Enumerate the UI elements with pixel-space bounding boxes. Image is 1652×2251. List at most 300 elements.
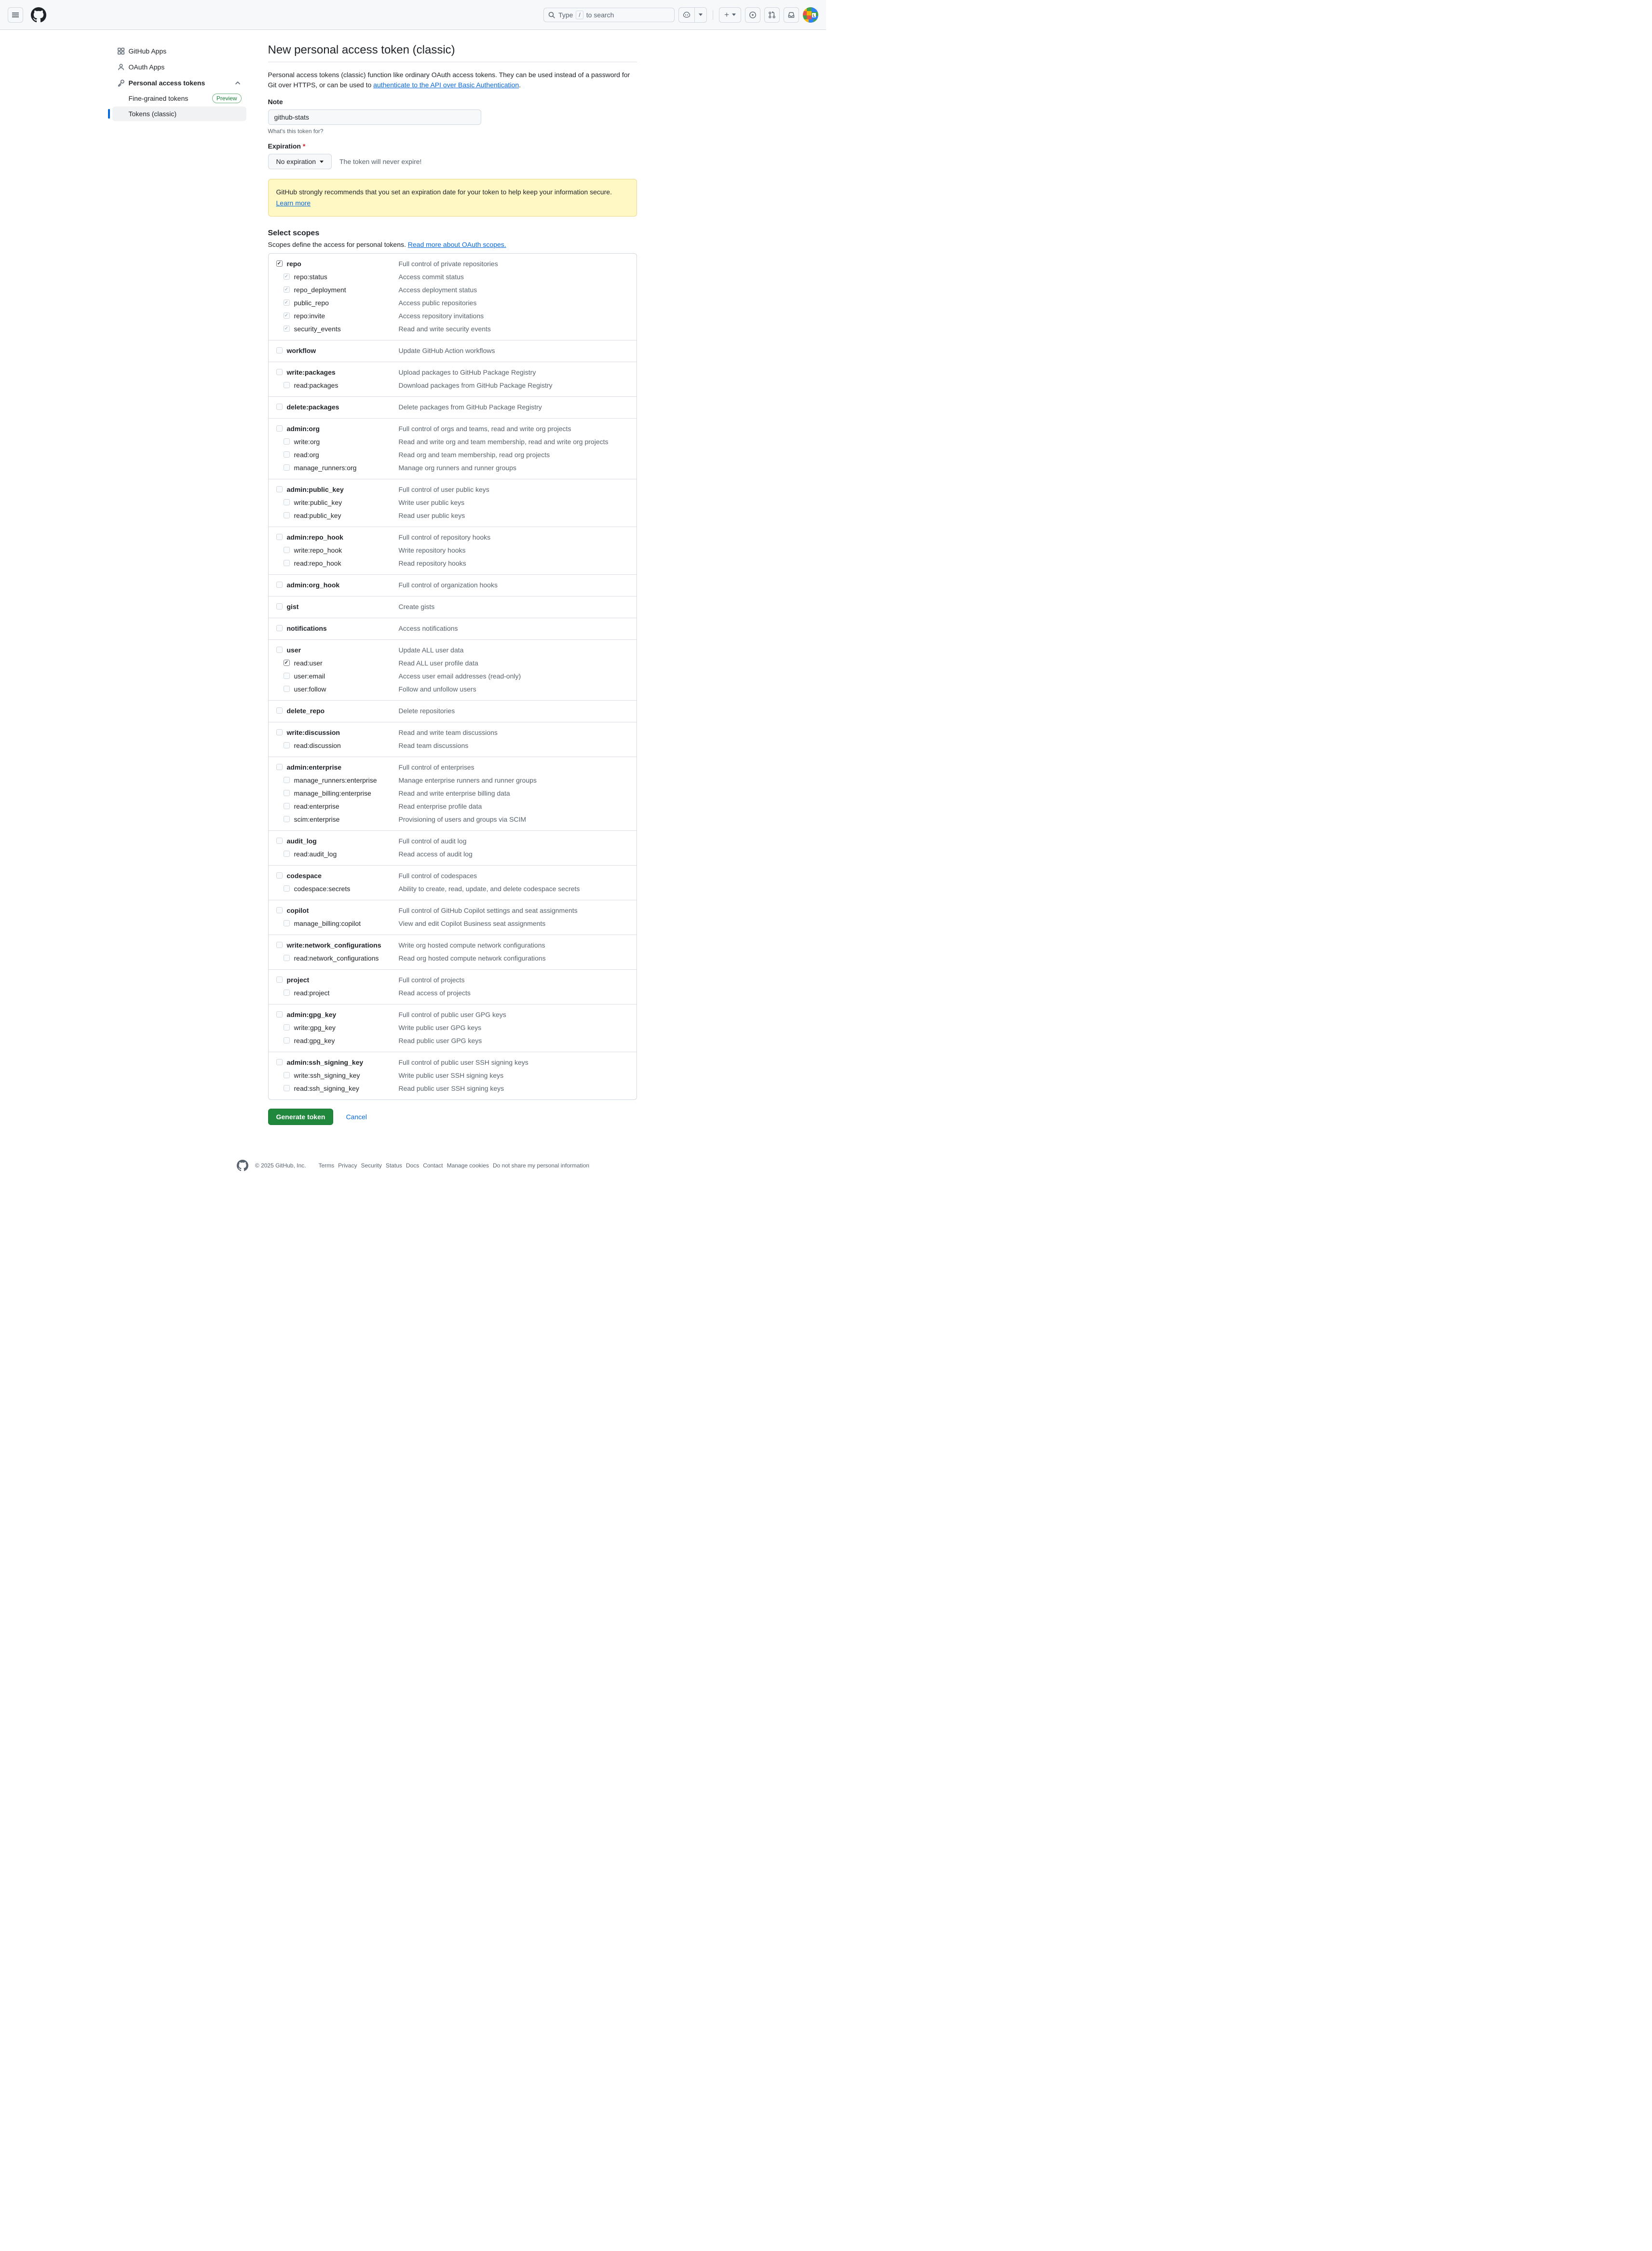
scope-description: Full control of enterprises — [398, 763, 474, 771]
scope-name[interactable]: write:gpg_key — [294, 1024, 336, 1031]
scope-name[interactable]: admin:org — [286, 425, 320, 433]
scope-row-read:user — [276, 658, 629, 668]
scope-name[interactable]: delete_repo — [286, 707, 325, 715]
scope-description: Read access of audit log — [398, 850, 473, 858]
scope-row-repo — [276, 259, 629, 269]
scope-description: Download packages from GitHub Package Registry — [398, 381, 553, 389]
cancel-link[interactable]: Cancel — [346, 1113, 367, 1121]
scope-name[interactable]: write:repo_hook — [294, 546, 342, 554]
scope-name[interactable]: read:user — [294, 659, 323, 667]
copilot-button[interactable] — [679, 8, 694, 22]
scope-description: Read public user GPG keys — [398, 1037, 482, 1044]
scope-description: Full control of orgs and teams, read and write org projects — [398, 425, 571, 433]
scope-row-project — [276, 975, 629, 985]
scope-label-cell — [276, 311, 399, 321]
scope-label-cell — [276, 975, 399, 985]
scope-checkbox-admin:ssh_signing_key[interactable] — [276, 1059, 283, 1065]
scope-name[interactable]: read:ssh_signing_key — [294, 1085, 359, 1092]
scope-checkbox-write:repo_hook[interactable] — [284, 547, 290, 553]
scope-checkbox-delete_repo[interactable] — [276, 707, 283, 714]
scope-checkbox-codespace:secrets[interactable] — [284, 885, 290, 892]
scope-label-cell — [276, 380, 399, 390]
scope-label-cell — [276, 272, 399, 282]
footer-link-manage-cookies[interactable]: Manage cookies — [447, 1162, 489, 1169]
scope-description: Ability to create, read, update, and delete codespace secrets — [398, 885, 580, 893]
scope-description: Follow and unfollow users — [398, 685, 476, 693]
scope-label-cell — [276, 402, 399, 412]
scope-name[interactable]: write:network_configurations — [286, 941, 381, 949]
scope-checkbox-write:ssh_signing_key[interactable] — [284, 1072, 290, 1078]
scope-checkbox-write:network_configurations[interactable] — [276, 942, 283, 948]
scope-label-cell — [276, 624, 399, 633]
scope-checkbox-copilot[interactable] — [276, 907, 283, 913]
scope-row-admin:gpg_key — [276, 1010, 629, 1019]
scope-group-notifications — [269, 618, 636, 639]
scope-row-workflow — [276, 346, 629, 355]
scope-group-copilot — [269, 900, 636, 935]
scope-label-cell — [276, 741, 399, 750]
scope-description: Upload packages to GitHub Package Registry — [398, 368, 536, 376]
scope-description: Read org hosted compute network configurations — [398, 954, 546, 962]
scope-name[interactable]: security_events — [294, 325, 341, 333]
footer-link-do-not-share-my-personal-information[interactable]: Do not share my personal information — [492, 1162, 590, 1169]
scope-checkbox-read:ssh_signing_key[interactable] — [284, 1085, 290, 1091]
scope-name[interactable]: admin:public_key — [286, 486, 344, 493]
scope-description: Read access of projects — [398, 989, 471, 997]
scope-name[interactable]: read:org — [294, 451, 319, 459]
scope-group-admin:enterprise — [269, 757, 636, 830]
inbox-button[interactable] — [784, 7, 799, 23]
scope-checkbox-manage_runners:org[interactable] — [284, 464, 290, 471]
scope-name[interactable]: read:repo_hook — [294, 559, 341, 567]
scope-checkbox-public_repo[interactable]: ✓ — [284, 299, 290, 306]
scope-checkbox-write:packages[interactable] — [276, 369, 283, 375]
footer-link-contact[interactable]: Contact — [423, 1162, 443, 1169]
scope-row-public_repo — [276, 298, 629, 308]
scope-description: Read public user SSH signing keys — [398, 1085, 504, 1092]
scope-description: Full control of public user GPG keys — [398, 1011, 506, 1018]
scope-checkbox-read:network_configurations[interactable] — [284, 955, 290, 961]
generate-token-button[interactable]: Generate token — [268, 1109, 334, 1125]
scope-row-read:network_configurations — [276, 953, 629, 963]
scope-checkbox-read:repo_hook[interactable] — [284, 560, 290, 566]
scope-checkbox-user:email[interactable] — [284, 673, 290, 679]
hamburger-button[interactable] — [8, 7, 23, 23]
scope-description: Manage enterprise runners and runner groups — [398, 776, 537, 784]
scope-checkbox-read:enterprise[interactable] — [284, 803, 290, 809]
github-footer-logo-icon — [237, 1160, 248, 1171]
chevron-up-icon — [234, 79, 242, 87]
sidebar-item-oauth-apps[interactable] — [112, 59, 246, 74]
scope-name[interactable]: write:public_key — [294, 499, 342, 506]
footer-link-docs[interactable]: Docs — [406, 1162, 420, 1169]
scope-name[interactable]: admin:gpg_key — [286, 1011, 337, 1018]
scope-row-manage_billing:copilot — [276, 919, 629, 928]
scope-description: Write org hosted compute network configurations — [398, 941, 545, 949]
scope-checkbox-scim:enterprise[interactable] — [284, 816, 290, 822]
scope-row-read:public_key — [276, 511, 629, 520]
scope-group-audit_log — [269, 830, 636, 865]
scope-checkbox-read:project[interactable] — [284, 990, 290, 996]
scope-name[interactable]: workflow — [286, 347, 316, 354]
inbox-icon — [787, 11, 795, 19]
scope-description: Access commit status — [398, 273, 464, 281]
caret-down-icon — [699, 14, 703, 16]
scope-name[interactable]: read:discussion — [294, 742, 341, 749]
scope-row-admin:repo_hook — [276, 532, 629, 542]
scope-label-cell — [276, 814, 399, 824]
scope-label-cell — [276, 849, 399, 859]
sidebar-item-tokens-classic-[interactable] — [112, 107, 246, 121]
scope-label-cell — [276, 658, 399, 668]
scope-row-write:repo_hook — [276, 545, 629, 555]
scope-name[interactable]: admin:org_hook — [286, 581, 340, 589]
basic-auth-link[interactable]: authenticate to the API over Basic Authentication — [373, 81, 519, 89]
scope-label-cell — [276, 485, 399, 494]
scope-checkbox-write:discussion[interactable] — [276, 729, 283, 735]
sidebar-subitem-label: Fine-grained tokens — [128, 95, 189, 102]
scope-label-cell — [276, 1010, 399, 1019]
scope-name[interactable]: read:project — [294, 989, 330, 997]
apps-grid-icon — [117, 47, 125, 55]
scope-checkbox-write:public_key[interactable] — [284, 499, 290, 505]
scope-label-cell — [276, 532, 399, 542]
svg-text:L: L — [812, 14, 815, 17]
scope-row-read:discussion — [276, 741, 629, 750]
scope-label-cell — [276, 259, 399, 269]
intro-paragraph: Personal access tokens (classic) function like ordinary OAuth access tokens. They can be used instead of a password for Git over HTTPS, or can be used to authenticate to the API over Basic Authentication. — [268, 71, 630, 89]
scope-group-repo — [269, 254, 636, 340]
scope-checkbox-admin:gpg_key[interactable] — [276, 1011, 283, 1017]
scope-row-user — [276, 645, 629, 655]
scope-row-write:gpg_key — [276, 1023, 629, 1032]
scope-description: Full control of audit log — [398, 837, 467, 845]
scope-group-project — [269, 969, 636, 1004]
scope-checkbox-user:follow[interactable] — [284, 686, 290, 692]
note-help-text: What's this token for? — [268, 128, 324, 135]
scope-description: Read user public keys — [398, 512, 465, 519]
scope-row-admin:org — [276, 424, 629, 434]
scope-label-cell — [276, 988, 399, 998]
scope-label-cell — [276, 1023, 399, 1032]
warning-text: GitHub strongly recommends that you set an expiration date for your token to help keep your information secure. — [276, 188, 612, 196]
expiration-warning-banner — [268, 179, 637, 217]
scope-description: Delete repositories — [398, 707, 455, 715]
scope-row-copilot — [276, 906, 629, 915]
footer-link-status[interactable]: Status — [385, 1162, 402, 1169]
scope-description: Read enterprise profile data — [398, 802, 482, 810]
scope-row-write:network_configurations — [276, 940, 629, 950]
footer-links — [314, 1162, 589, 1169]
scope-name[interactable]: scim:enterprise — [294, 815, 340, 823]
scope-row-audit_log — [276, 836, 629, 846]
footer-link-security[interactable]: Security — [361, 1162, 382, 1169]
scope-description: Read org and team membership, read org projects — [398, 451, 550, 459]
sidebar-item-fine-grained-tokens[interactable] — [112, 91, 246, 106]
scope-checkbox-read:gpg_key[interactable] — [284, 1037, 290, 1044]
scope-name[interactable]: repo:status — [294, 273, 327, 281]
scope-row-repo:invite — [276, 311, 629, 321]
copilot-icon — [683, 11, 691, 19]
developer-settings-sidebar — [112, 43, 246, 1125]
scope-checkbox-read:user[interactable]: ✓ — [284, 660, 290, 666]
scope-row-user:follow — [276, 684, 629, 694]
scope-checkbox-codespace[interactable] — [276, 872, 283, 879]
issues-button[interactable] — [745, 7, 760, 23]
scope-row-read:enterprise — [276, 801, 629, 811]
scope-row-manage_billing:enterprise — [276, 788, 629, 798]
scope-checkbox-read:public_key[interactable] — [284, 512, 290, 518]
scope-row-delete:packages — [276, 402, 629, 412]
note-input[interactable] — [268, 109, 481, 125]
intro-text: Personal access tokens (classic) function like ordinary OAuth access tokens. They can be used instead of a password for Git over HTTPS, or can be used to — [268, 71, 630, 89]
scope-description: Read ALL user profile data — [398, 659, 478, 667]
scope-checkbox-admin:org[interactable] — [276, 425, 283, 432]
scope-name[interactable]: read:enterprise — [294, 802, 339, 810]
scope-label-cell — [276, 940, 399, 950]
scope-checkbox-admin:repo_hook[interactable] — [276, 534, 283, 540]
scope-label-cell — [276, 801, 399, 811]
scope-group-write:discussion — [269, 722, 636, 757]
scope-name[interactable]: read:public_key — [294, 512, 341, 519]
scope-description: Access deployment status — [398, 286, 477, 294]
scope-description: Access repository invitations — [398, 312, 484, 320]
scope-label-cell — [276, 1071, 399, 1080]
scope-checkbox-manage_billing:enterprise[interactable] — [284, 790, 290, 796]
scope-checkbox-repo[interactable]: ✓ — [276, 260, 283, 267]
scope-name[interactable]: codespace:secrets — [294, 885, 351, 893]
scope-name[interactable]: repo_deployment — [294, 286, 346, 294]
scope-checkbox-read:discussion[interactable] — [284, 742, 290, 748]
scope-description: Write user public keys — [398, 499, 465, 506]
copilot-menu — [678, 7, 707, 23]
scope-name[interactable]: repo:invite — [294, 312, 325, 320]
scope-label-cell — [276, 463, 399, 473]
scope-name[interactable]: read:gpg_key — [294, 1037, 335, 1044]
scope-name[interactable]: read:packages — [294, 381, 339, 389]
scope-description: Write public user SSH signing keys — [398, 1071, 504, 1079]
scope-row-scim:enterprise — [276, 814, 629, 824]
create-new-button[interactable] — [719, 7, 741, 23]
scope-checkbox-manage_billing:copilot[interactable] — [284, 920, 290, 926]
scope-checkbox-read:audit_log[interactable] — [284, 851, 290, 857]
scope-name[interactable]: delete:packages — [286, 403, 339, 411]
scope-label-cell — [276, 953, 399, 963]
scope-name[interactable]: manage_billing:enterprise — [294, 789, 371, 797]
footer-link-terms[interactable]: Terms — [318, 1162, 335, 1169]
scope-description: Delete packages from GitHub Package Registry — [398, 403, 542, 411]
scope-description: Read and write org and team membership, read and write org projects — [398, 438, 609, 446]
scope-group-codespace — [269, 865, 636, 900]
scope-checkbox-project[interactable] — [276, 976, 283, 983]
scope-row-admin:org_hook — [276, 580, 629, 590]
scope-group-admin:repo_hook — [269, 527, 636, 574]
scope-description: View and edit Copilot Business seat assignments — [398, 920, 546, 927]
page-title: New personal access token (classic) — [268, 43, 637, 62]
scope-checkbox-repo_deployment[interactable]: ✓ — [284, 286, 290, 293]
scope-name[interactable]: write:org — [294, 438, 320, 446]
avatar[interactable] — [803, 7, 818, 23]
scope-checkbox-admin:public_key[interactable] — [276, 486, 283, 492]
scope-name[interactable]: write:discussion — [286, 729, 340, 736]
scope-description: Full control of private repositories — [398, 260, 498, 268]
scope-checkbox-workflow[interactable] — [276, 347, 283, 353]
scope-label-cell — [276, 580, 399, 590]
scope-checkbox-notifications[interactable] — [276, 625, 283, 631]
scope-group-delete:packages — [269, 396, 636, 418]
caret-down-icon — [320, 161, 324, 163]
copilot-dropdown-button[interactable] — [694, 8, 706, 22]
scope-description: Read and write enterprise billing data — [398, 789, 510, 797]
scope-description: Read and write team discussions — [398, 729, 498, 736]
footer-link-privacy[interactable]: Privacy — [338, 1162, 357, 1169]
scope-label-cell — [276, 545, 399, 555]
scope-name[interactable]: admin:ssh_signing_key — [286, 1058, 364, 1066]
scope-row-write:ssh_signing_key — [276, 1071, 629, 1080]
search-placeholder-suffix: to search — [586, 11, 614, 19]
sidebar-item-personal-access-tokens[interactable] — [112, 75, 246, 90]
scope-description: Create gists — [398, 603, 435, 610]
scope-description: Full control of GitHub Copilot settings and seat assignments — [398, 907, 578, 914]
scope-label-cell — [276, 728, 399, 737]
scope-name[interactable]: public_repo — [294, 299, 329, 307]
site-footer — [0, 1160, 826, 1194]
search-input[interactable] — [543, 8, 675, 22]
pull-request-icon — [768, 11, 776, 19]
scope-name[interactable]: notifications — [286, 624, 327, 632]
github-logo-icon — [31, 7, 46, 23]
scopes-list — [268, 253, 637, 1100]
scope-row-user:email — [276, 671, 629, 681]
avatar-image — [803, 7, 818, 23]
scope-checkbox-read:org[interactable] — [284, 451, 290, 458]
scope-name[interactable]: gist — [286, 603, 299, 610]
settings-layout — [105, 30, 722, 1125]
scope-label-cell — [276, 906, 399, 915]
scope-description: Update GitHub Action workflows — [398, 347, 495, 354]
sidebar-item-label: GitHub Apps — [128, 47, 167, 55]
scope-name[interactable]: project — [286, 976, 310, 984]
scope-checkbox-write:gpg_key[interactable] — [284, 1024, 290, 1031]
required-asterisk: * — [302, 142, 306, 150]
scope-name[interactable]: write:ssh_signing_key — [294, 1071, 360, 1079]
slash-keycap: / — [576, 11, 583, 19]
scope-row-write:discussion — [276, 728, 629, 737]
scope-row-admin:enterprise — [276, 762, 629, 772]
scope-name[interactable]: admin:enterprise — [286, 763, 342, 771]
scope-row-admin:public_key — [276, 485, 629, 494]
scope-checkbox-audit_log[interactable] — [276, 838, 283, 844]
scope-name[interactable]: copilot — [286, 907, 309, 914]
scope-checkbox-user[interactable] — [276, 647, 283, 653]
oauth-scopes-link[interactable]: Read more about OAuth scopes. — [407, 241, 506, 248]
scope-checkbox-write:org[interactable] — [284, 438, 290, 445]
scope-checkbox-repo:status[interactable]: ✓ — [284, 273, 290, 280]
scope-row-read:project — [276, 988, 629, 998]
scope-name[interactable]: manage_billing:copilot — [294, 920, 361, 927]
note-label: Note — [268, 98, 283, 106]
scope-group-admin:ssh_signing_key — [269, 1052, 636, 1099]
scope-name[interactable]: write:packages — [286, 368, 336, 376]
sidebar-item-label: OAuth Apps — [128, 63, 165, 71]
github-logo[interactable] — [31, 7, 46, 23]
scope-name[interactable]: codespace — [286, 872, 322, 880]
scope-checkbox-delete:packages[interactable] — [276, 404, 283, 410]
scope-row-delete_repo — [276, 706, 629, 716]
scope-label-cell — [276, 788, 399, 798]
expiration-select[interactable]: No expiration — [268, 154, 332, 169]
scope-checkbox-admin:org_hook[interactable] — [276, 582, 283, 588]
scope-checkbox-manage_runners:enterprise[interactable] — [284, 777, 290, 783]
scope-checkbox-admin:enterprise[interactable] — [276, 764, 283, 770]
scope-name[interactable]: user:email — [294, 672, 325, 680]
scope-checkbox-gist[interactable] — [276, 603, 283, 610]
scope-description: Write repository hooks — [398, 546, 466, 554]
scope-label-cell — [276, 367, 399, 377]
scope-name[interactable]: user — [286, 646, 301, 654]
learn-more-link[interactable]: Learn more — [276, 199, 311, 207]
scope-description: Manage org runners and runner groups — [398, 464, 516, 472]
scope-name[interactable]: audit_log — [286, 837, 317, 845]
scope-label-cell — [276, 836, 399, 846]
select-scopes-heading: Select scopes — [268, 229, 320, 237]
scope-row-read:org — [276, 450, 629, 460]
scope-group-admin:org_hook — [269, 574, 636, 596]
pull-requests-button[interactable] — [764, 7, 780, 23]
scope-name[interactable]: manage_runners:org — [294, 464, 357, 472]
scope-label-cell — [276, 424, 399, 434]
scope-name[interactable]: user:follow — [294, 685, 326, 693]
scope-label-cell — [276, 762, 399, 772]
caret-down-icon — [732, 14, 736, 16]
scope-description: Full control of repository hooks — [398, 533, 491, 541]
scope-label-cell — [276, 558, 399, 568]
scope-checkbox-repo:invite[interactable]: ✓ — [284, 312, 290, 319]
scope-label-cell — [276, 298, 399, 308]
search-icon — [548, 11, 555, 19]
scope-row-manage_runners:enterprise — [276, 775, 629, 785]
scope-label-cell — [276, 324, 399, 334]
scope-label-cell — [276, 346, 399, 355]
scope-label-cell — [276, 884, 399, 894]
scope-description: Read repository hooks — [398, 559, 466, 567]
scope-row-security_events — [276, 324, 629, 334]
scope-label-cell — [276, 602, 399, 611]
scope-name[interactable]: repo — [286, 260, 301, 268]
scope-row-manage_runners:org — [276, 463, 629, 473]
sidebar-item-github-apps[interactable] — [112, 43, 246, 58]
scope-row-gist — [276, 602, 629, 611]
scope-name[interactable]: manage_runners:enterprise — [294, 776, 377, 784]
scope-group-admin:public_key — [269, 479, 636, 527]
scope-row-codespace:secrets — [276, 884, 629, 894]
scope-label-cell — [276, 706, 399, 716]
scope-group-write:network_configurations — [269, 935, 636, 969]
scope-checkbox-security_events[interactable]: ✓ — [284, 325, 290, 332]
scope-row-read:audit_log — [276, 849, 629, 859]
scope-name[interactable]: admin:repo_hook — [286, 533, 343, 541]
scope-label-cell — [276, 511, 399, 520]
scope-label-cell — [276, 919, 399, 928]
scope-checkbox-read:packages[interactable] — [284, 382, 290, 388]
scope-row-codespace — [276, 871, 629, 881]
scope-description: Write public user GPG keys — [398, 1024, 482, 1031]
scope-description: Full control of projects — [398, 976, 465, 984]
scope-description: Read team discussions — [398, 742, 469, 749]
scope-name[interactable]: read:network_configurations — [294, 954, 379, 962]
scope-label-cell — [276, 450, 399, 460]
scope-name[interactable]: read:audit_log — [294, 850, 337, 858]
